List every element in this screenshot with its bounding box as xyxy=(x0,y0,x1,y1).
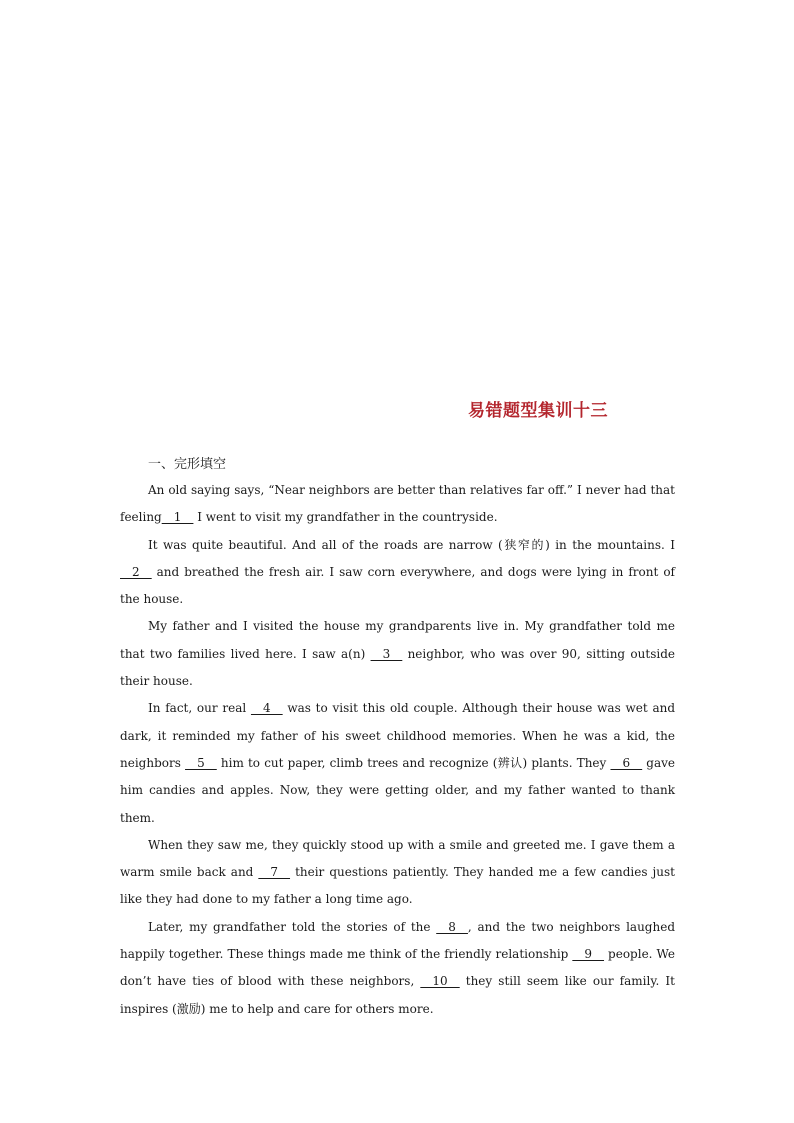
blank-5: __5__ xyxy=(185,755,217,770)
paragraph-text: and breathed the fresh air. I saw corn everywhere, and dogs were lying in front of the house. xyxy=(120,564,675,607)
blank-1: __1__ xyxy=(161,510,194,525)
paragraph-text: him to cut paper, climb trees and recognize (辨认) plants. They xyxy=(216,755,611,770)
paragraph-text: they still seem like our family. It inspires (激励) me to help and care for others more. xyxy=(120,974,675,1016)
blank-6: __6__ xyxy=(610,755,643,770)
paragraph-text: It was quite beautiful. And all of the roads are narrow (狭窄的) in the mountains. I xyxy=(148,537,675,552)
paragraph-text: was to visit this old couple. Although their house was wet and dark, it reminded my father of his sweet childhood memories. When he was a kid, the neighbors xyxy=(120,701,676,770)
document-title: 易错题型集训十三 xyxy=(468,401,608,421)
blank-4: __4__ xyxy=(250,701,283,716)
paragraph-text: When they saw me, they quickly stood up with a smile and greeted me. I gave them a warm smile back and xyxy=(120,837,675,880)
blank-3: __3__ xyxy=(370,646,403,661)
paragraph-text: , and the two neighbors laughed happily together. These things made me think of the friendly relationship xyxy=(120,919,675,962)
section-heading: 一、完形填空 xyxy=(148,457,227,472)
paragraph-text: Later, my grandfather told the stories of the xyxy=(148,919,437,934)
paragraph-text: gave him candies and apples. Now, they were getting older, and my father wanted to thank them. xyxy=(120,755,676,825)
paragraph-6 xyxy=(120,914,675,1023)
paragraph-text: their questions patiently. They handed me a few candies just like they had done to my father a long time ago. xyxy=(120,865,675,907)
paragraph-text: neighbor, who was over 90, sitting outside their house. xyxy=(120,646,675,689)
blank-8: __8__ xyxy=(436,919,468,934)
paragraph-2 xyxy=(120,532,675,614)
paragraph-1 xyxy=(120,477,675,532)
blank-7: __7__ xyxy=(258,865,291,880)
blank-10: __10__ xyxy=(420,974,460,989)
cloze-passage xyxy=(120,477,675,1023)
paragraph-4 xyxy=(120,695,675,831)
paragraph-text: I went to visit my grandfather in the countryside. xyxy=(193,510,498,525)
paragraph-text: In fact, our real xyxy=(148,701,251,716)
blank-9: __9__ xyxy=(572,947,605,962)
paragraph-text: An old saying says, “Near neighbors are better than relatives far off.” I never had that feeling xyxy=(120,483,675,525)
paragraph-5 xyxy=(120,832,675,914)
blank-2: __2__ xyxy=(120,564,152,579)
paragraph-text: people. We don’t have ties of blood with these neighbors, xyxy=(120,947,675,989)
paragraph-text: My father and I visited the house my grandparents live in. My grandfather told me that two families lived here. I saw a(n) xyxy=(120,619,675,661)
paragraph-3 xyxy=(120,613,675,695)
